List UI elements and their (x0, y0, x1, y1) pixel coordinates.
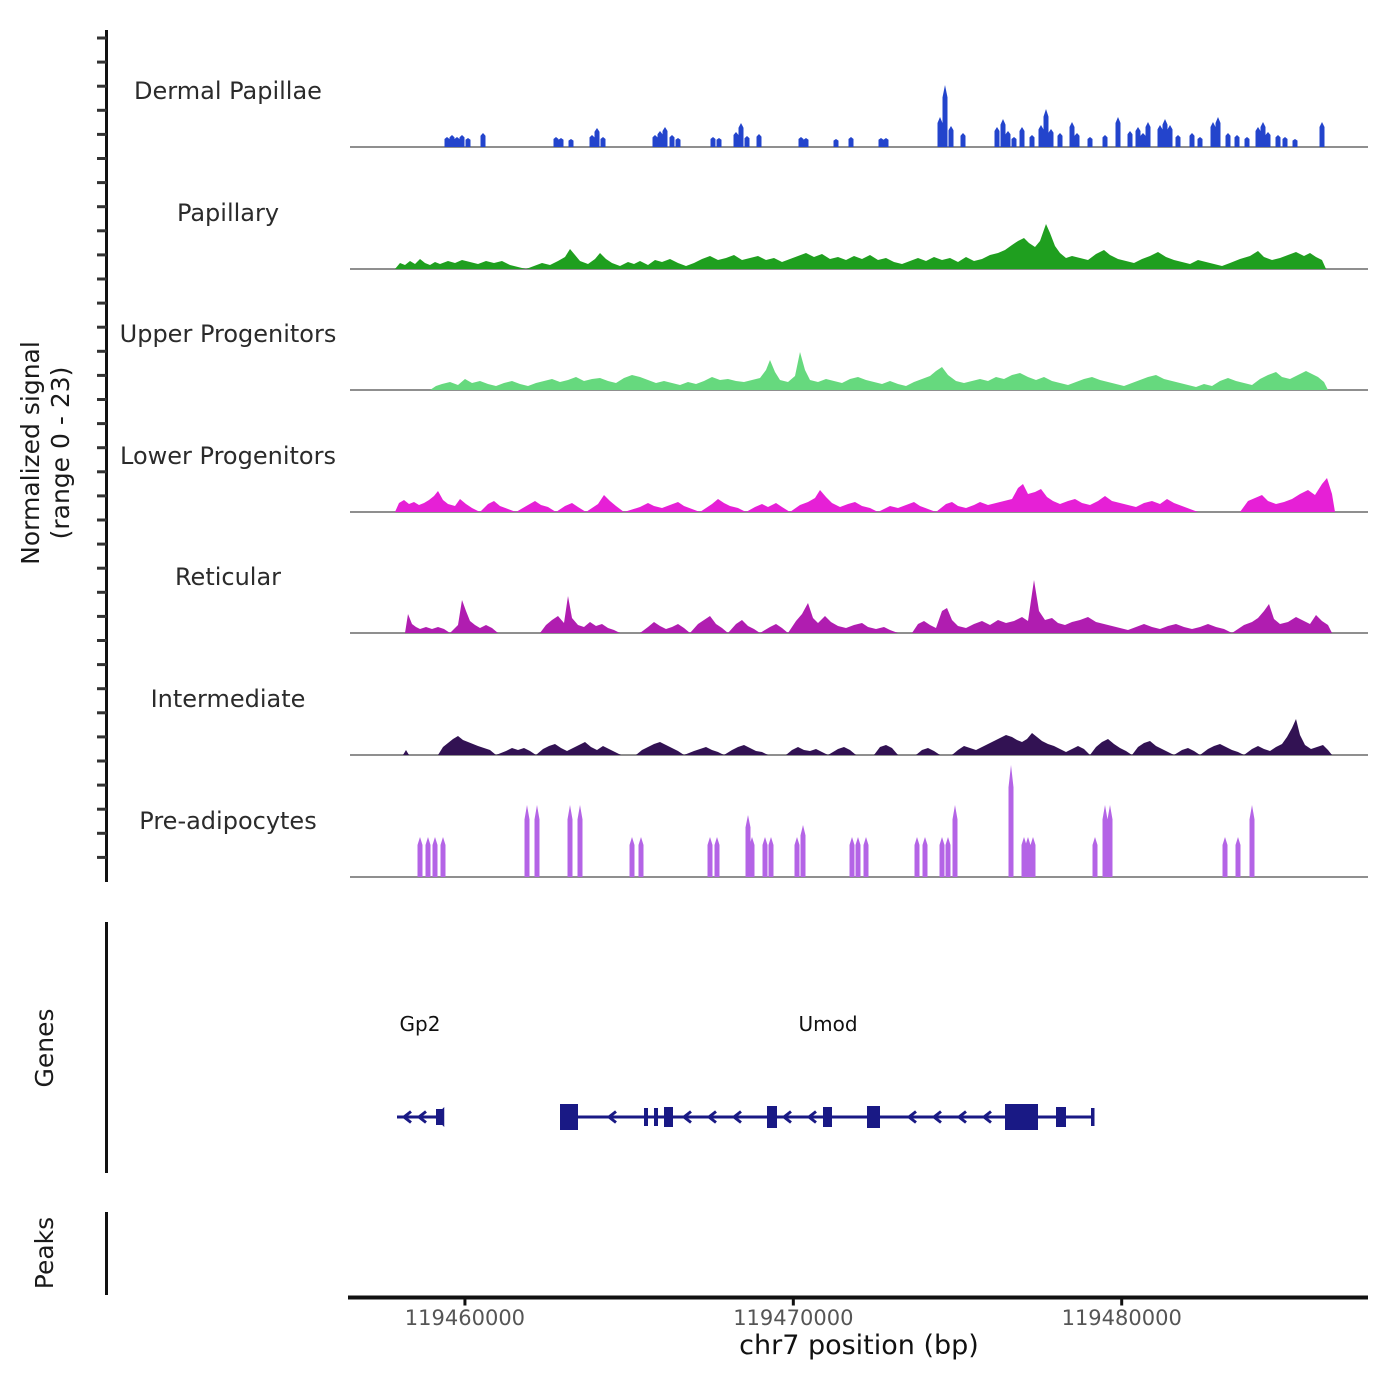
gene-exon-umod (560, 1104, 578, 1130)
signal-pre-adipocytes-spike (715, 837, 720, 877)
signal-dermal-papillae-spike (1030, 135, 1035, 147)
signal-pre-adipocytes-spike (769, 837, 774, 877)
signal-pre-adipocytes-spike (856, 837, 861, 877)
y-axis-label-line1: Normalized signal (16, 341, 45, 565)
track-label-intermediate: Intermediate (150, 685, 306, 713)
signal-dermal-papillae-spike (1198, 137, 1203, 147)
signal-dermal-papillae-spike (804, 138, 809, 147)
signal-pre-adipocytes-spike (630, 837, 635, 877)
genes-section-label: Genes (30, 1008, 59, 1088)
signal-dermal-papillae-spike (601, 137, 606, 147)
track-label-papillary: Papillary (176, 199, 280, 227)
gene-exon-umod (867, 1106, 880, 1128)
signal-reticular (405, 580, 1332, 633)
signal-pre-adipocytes-spike (426, 837, 431, 877)
signal-dermal-papillae-spike (1256, 127, 1261, 147)
signal-dermal-papillae-spike (943, 85, 948, 147)
signal-dermal-papillae-spike (1266, 132, 1271, 147)
signal-pre-adipocytes-spike (946, 837, 951, 877)
signal-dermal-papillae-spike (450, 135, 455, 147)
signal-pre-adipocytes-spike (1093, 837, 1098, 877)
signal-dermal-papillae-spike (595, 128, 600, 147)
signal-dermal-papillae-spike (569, 139, 574, 147)
signal-pre-adipocytes-spike (750, 837, 755, 877)
signal-pre-adipocytes-spike (763, 837, 768, 877)
signal-dermal-papillae-spike (455, 137, 460, 147)
signal-pre-adipocytes-spike (568, 805, 573, 877)
signal-dermal-papillae-spike (559, 138, 564, 147)
signal-dermal-papillae-spike (1001, 119, 1006, 147)
signal-pre-adipocytes-spike (578, 805, 583, 877)
signal-dermal-papillae-spike (799, 137, 804, 147)
gene-exon-umod (1056, 1107, 1066, 1127)
gene-exon-umod (823, 1107, 832, 1127)
signal-pre-adipocytes-spike (433, 837, 438, 877)
signal-dermal-papillae-spike (1049, 129, 1054, 147)
x-tick-label-119460000: 119460000 (404, 1306, 526, 1330)
track-label-dermal-papillae: Dermal Papillae (134, 77, 322, 105)
track-label-upper-progenitors: Upper Progenitors (119, 320, 337, 348)
gene-name-gp2: Gp2 (399, 1012, 441, 1036)
signal-dermal-papillae-spike (658, 131, 663, 147)
signal-dermal-papillae-spike (1044, 109, 1049, 147)
signal-pre-adipocytes-spike (953, 805, 958, 877)
signal-pre-adipocytes-spike (1223, 837, 1228, 877)
signal-dermal-papillae-spike (745, 136, 750, 147)
signal-pre-adipocytes-spike (525, 805, 530, 877)
signal-pre-adipocytes-spike (1031, 837, 1036, 877)
signal-dermal-papillae-spike (1020, 127, 1025, 147)
signal-dermal-papillae-spike (1006, 131, 1011, 147)
gene-name-umod: Umod (798, 1012, 858, 1036)
signal-dermal-papillae-spike (879, 138, 884, 147)
signal-dermal-papillae-spike (1216, 117, 1221, 147)
signal-pre-adipocytes-spike (850, 837, 855, 877)
signal-pre-adipocytes-spike (940, 837, 945, 877)
signal-dermal-papillae-spike (938, 117, 943, 147)
signal-dermal-papillae-spike (1293, 139, 1298, 147)
signal-dermal-papillae-spike (1245, 137, 1250, 147)
track-label-reticular: Reticular (174, 563, 282, 591)
signal-dermal-papillae-spike (1136, 127, 1141, 147)
signal-upper-progenitors (430, 352, 1328, 390)
signal-dermal-papillae-spike (1103, 135, 1108, 147)
signal-dermal-papillae-spike (1163, 119, 1168, 147)
signal-dermal-papillae-spike (1158, 125, 1163, 147)
signal-dermal-papillae-spike (734, 132, 739, 147)
signal-pre-adipocytes-spike (708, 837, 713, 877)
signal-pre-adipocytes-spike (915, 837, 920, 877)
signal-dermal-papillae-spike (1283, 137, 1288, 147)
signal-dermal-papillae-spike (1176, 135, 1181, 147)
track-label-pre-adipocytes: Pre-adipocytes (139, 807, 317, 835)
signal-dermal-papillae-spike (757, 134, 762, 147)
signal-dermal-papillae-spike (949, 126, 954, 147)
signal-pre-adipocytes-spike (801, 825, 806, 877)
signal-pre-adipocytes-spike (1250, 805, 1255, 877)
signal-dermal-papillae-spike (834, 139, 839, 147)
signal-dermal-papillae-spike (1070, 122, 1075, 147)
x-tick-label-119480000: 119480000 (1061, 1306, 1182, 1330)
signal-dermal-papillae-spike (670, 135, 675, 147)
gene-exon-umod (1005, 1104, 1038, 1130)
x-axis-title: chr7 position (bp) (739, 1330, 979, 1361)
signal-dermal-papillae-spike (590, 135, 595, 147)
signal-papillary (395, 224, 1326, 269)
signal-pre-adipocytes-spike (1026, 837, 1031, 877)
signal-dermal-papillae-spike (1012, 137, 1017, 147)
signal-intermediate (403, 719, 1332, 755)
signal-pre-adipocytes-spike (1108, 805, 1113, 877)
signal-lower-progenitors (395, 478, 1335, 512)
signal-dermal-papillae-spike (1261, 122, 1266, 147)
signal-dermal-papillae-spike (1226, 133, 1231, 147)
signal-dermal-papillae-spike (1276, 135, 1281, 147)
signal-dermal-papillae-spike (1190, 133, 1195, 147)
signal-dermal-papillae-spike (884, 138, 889, 147)
signal-dermal-papillae-spike (466, 138, 471, 147)
signal-pre-adipocytes-spike (418, 837, 423, 877)
signal-pre-adipocytes-spike (864, 837, 869, 877)
signal-dermal-papillae-spike (460, 135, 465, 147)
signal-dermal-papillae-spike (1146, 122, 1151, 147)
gene-exon-umod (767, 1106, 777, 1128)
gene-exon-umod (644, 1108, 648, 1126)
x-tick-label-119470000: 119470000 (733, 1306, 854, 1330)
signal-pre-adipocytes-spike (535, 805, 540, 877)
gene-exon-umod (664, 1107, 673, 1127)
peaks-section-label: Peaks (30, 1216, 59, 1290)
signal-pre-adipocytes-spike (923, 837, 928, 877)
signal-dermal-papillae-spike (1116, 117, 1121, 147)
signal-dermal-papillae-spike (1211, 122, 1216, 147)
signal-dermal-papillae-spike (739, 123, 744, 147)
signal-dermal-papillae-spike (1075, 133, 1080, 147)
signal-pre-adipocytes-spike (1236, 837, 1241, 877)
signal-dermal-papillae-spike (1320, 122, 1325, 147)
signal-pre-adipocytes-spike (1103, 805, 1108, 877)
gene-end-bar-umod (1091, 1108, 1095, 1126)
signal-dermal-papillae-spike (676, 138, 681, 147)
signal-dermal-papillae-spike (849, 137, 854, 147)
signal-dermal-papillae-spike (663, 127, 668, 147)
signal-dermal-papillae-spike (481, 133, 486, 147)
signal-pre-adipocytes-spike (441, 837, 446, 877)
signal-dermal-papillae-spike (711, 137, 716, 147)
signal-dermal-papillae-spike (995, 127, 1000, 147)
signal-dermal-papillae-spike (445, 137, 450, 147)
signal-dermal-papillae-spike (554, 137, 559, 147)
y-axis-label-line2: (range 0 - 23) (46, 366, 75, 540)
signal-dermal-papillae-spike (961, 133, 966, 147)
signal-pre-adipocytes-spike (639, 837, 644, 877)
track-label-lower-progenitors: Lower Progenitors (120, 442, 336, 470)
signal-dermal-papillae-spike (1141, 133, 1146, 147)
signal-dermal-papillae-spike (717, 138, 722, 147)
gene-exon-umod (654, 1108, 658, 1126)
signal-dermal-papillae-spike (1088, 137, 1093, 147)
signal-dermal-papillae-spike (653, 135, 658, 147)
signal-dermal-papillae-spike (1235, 135, 1240, 147)
signal-dermal-papillae-spike (1039, 125, 1044, 147)
signal-pre-adipocytes-spike (1009, 765, 1014, 877)
signal-pre-adipocytes-spike (795, 837, 800, 877)
signal-dermal-papillae-spike (1058, 133, 1063, 147)
signal-dermal-papillae-spike (1168, 125, 1173, 147)
signal-dermal-papillae-spike (1128, 131, 1133, 147)
